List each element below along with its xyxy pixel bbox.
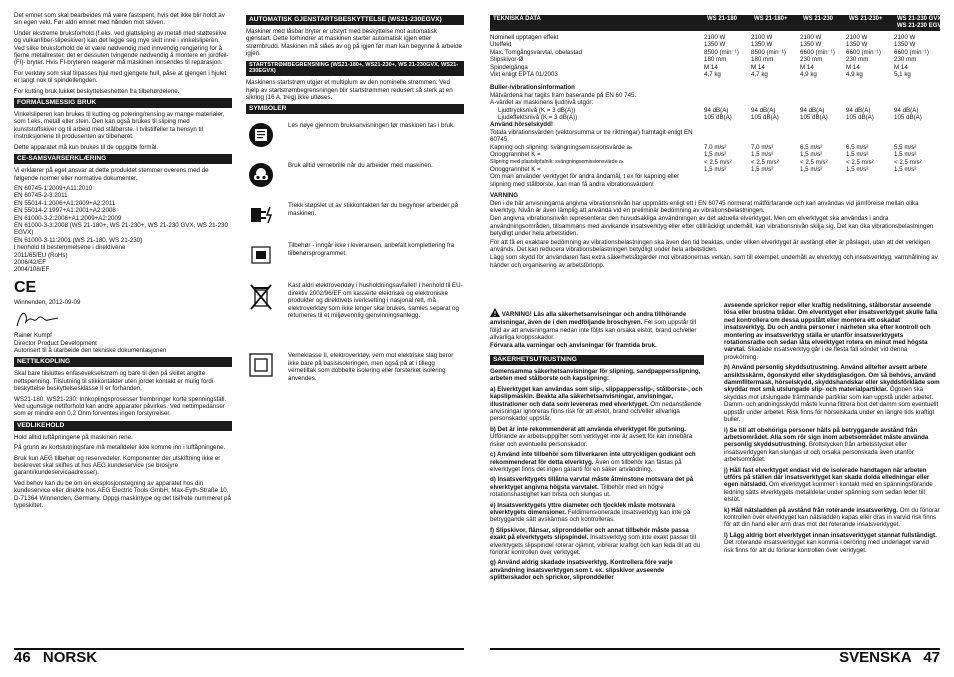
symbol-text: Bruk alltid vernebrille når du arbeider med maskinen. [288,162,433,170]
vibration-table [490,144,940,174]
cell: 1,5 m/s² [751,165,774,173]
ce-norm: 2006/42/EF [14,258,46,266]
vibration-intro: Totala vibrationsvärden (vektorsumma ur tre riktningar) framtagit enligt EN 60745. [490,128,693,144]
warning-heading: VARNING [490,192,519,200]
safety-item-bold: avseende sprickor repor eller kraftig nedslitning, stålborstar avseende lösa eller brustna trådar. Om elverktyget eller insatsverktyget skulle falla ned kontrollera om dessa uppstått eller montera ett oskadat insatsverktyg. Du och andra personer i närheten ska efter kontroll och montering av insatsverktyg ställa er utanför insatsverktygets rotationsradie och sedan låta elverktyget rotera en minut med högsta varvtal. [724,302,938,354]
table-row [490,159,940,166]
cell: 6600 (min⁻¹) [846,48,881,56]
cell: M 14 [846,63,860,71]
cell: < 2,5 m/s² [846,158,874,166]
table-row [490,144,940,151]
safety-item [724,302,940,361]
warning-box [490,302,704,349]
left-page-footer [14,648,464,666]
warning-box-keep: Förvara alla varningar och anvisningar för framtida bruk. [490,341,657,349]
safety-item-bold: f) Slipskivor, flänsar, slipronddeller och annat tillbehör måste passa exakt på elverktygets slipspindel. [490,526,689,542]
ce-norm: i henhold til bestemmelsene i direktivene [14,244,126,252]
cell: 2100 W [751,34,773,41]
model-header: WS 21-180 [707,16,738,22]
cell: M 14 [800,63,814,71]
cell: 1,5 m/s² [894,165,917,173]
symbol-text: Trekk støpslet ut av stikkontakten før du begynner arbeider på maskinen. [288,202,459,217]
safety-item-bold: c) Använd inte tillbehör som tillverkaren inte uttryckligen godkänt och rekommenderat för detta elverktyg. [490,451,696,466]
safety-item-bold: d) Insatsverktygets tillåtna varvtal måste åtminstone motsvara det på elverktyget angivna högsta varvtalet. [490,476,694,491]
cell: 4,7 kg [704,71,721,79]
cell: 6600 (min⁻¹) [894,48,929,56]
signer-title: Director Product Development [14,339,97,347]
safety-item-bold: Gemensamma säkerhetsanvisningar för slipning, sandpappersslipning, arbeten med stålborste och kapslipning: [490,368,701,383]
manual-icon [246,122,276,148]
cell: 1,5 m/s² [704,165,727,173]
footer-language: NORSK [42,649,98,666]
noise-table [490,107,940,122]
ce-norm-list [14,185,232,274]
cell: 94 dB(A) [846,106,871,114]
cell: 180 mm [751,56,774,64]
cell: 105 dB(A) [704,114,732,122]
net-para: Skal bare tilsluttes enfasevekselstrøm og bare til den på skiltet angitte nettspenning. Tilslutning til stikkontakter uten jordet kontakt er mulig fordi beskyttelse beskyttelsesklasse II er forhanden. [14,370,214,393]
table-row [490,56,940,63]
cell: 7,0 m/s² [751,143,774,151]
intro-para: For kutting bruk lukket beskyttelseshetten fra tilbehørdelene. [14,87,180,95]
safety-item-bold: j) Håll fast elverktyget endast vid de isolerade handtagen när arbeten utförs på ställen där insatsverktyget kan skada dolda elledningar eller egen nätsladd. [724,466,930,489]
row-label: Onoggrannhet K = [490,165,541,173]
model-header: WS 21-230+ [849,16,883,22]
model-header: WS 21-230 GVX WS 21-230 EGVX [897,16,946,29]
cell: 105 dB(A) [751,114,779,122]
cell: 230 mm [846,56,869,64]
table-row [490,41,940,48]
ce-norm: 2004/108/EF [14,266,50,274]
page-number: 47 [923,649,940,666]
warning-para: Den i de här anvisningarna angivna vibrationsnivån har uppmätts enligt ett i EN 60745 normerat mätförfarande och kan användas vid jämförelse mellan olika elverktyg. Nivån är även lämplig att använda vid en preliminär bedömning av vibrationsbelastningen. [490,199,919,214]
ce-norm: EN 61000-3-11:2001 (WS 21-180, WS 21-230) [14,236,143,244]
warning-para: Den angivna vibrationsnivån representerar den huvudsakliga användningen av det aktuella elverktyget. Men om elverktyget ska användas i andra användningsområden, tillsammans med avvikande insatsverktyg eller efter otillräckligt underhåll, kan vibrationsnivån skilja sig. Det kan öka vibrationsbelastningen betydligt under hela arbetstiden. [490,215,934,238]
table-row [490,107,940,114]
row-label: Slipning med plastslipfalnik: svängningsemissionsvärde aₕ [490,158,624,165]
section-heading-auto-restart: AUTOMATISK GJENSTARTSBESKYTTELSE (WS21-230EGVX) [246,15,464,25]
safety-item [724,467,940,504]
warning-triangle-icon [490,308,500,319]
footer-language: SVENSKA [839,649,912,666]
cell: 94 dB(A) [800,106,825,114]
left-column-1 [14,12,232,513]
accessory-icon [246,242,276,268]
ce-norm: EN 60745-1:2009+A11:2010 [14,184,93,192]
table-row [490,71,940,78]
safety-item-text: Det roterande insatsverktyget kan komma i beröring med underlaget varvid risk finns för att du förlorar kontrollen över verktyget. [724,539,929,554]
cell: 1,5 m/s² [846,151,869,159]
row-label: Slipskivor-Ø [490,56,524,64]
symbol-row [246,162,464,196]
safety-item [490,527,704,557]
net-para: WS21-180, WS21-230: Innkoplingsprosesser frembringer korte spenningsfall. Ved ugunstige nettforhold kan andre apparater påvirkes. Ved nettimpedanser som er mindre enn 0,2 Ohm forventes ingen forstyrrelser. [14,395,227,418]
cell: 1350 W [800,41,822,49]
cell: 6,5 m/s² [800,143,823,151]
cell: 7,0 m/s² [704,143,727,151]
symbol-text: Kast aldri elektroverktøy i husholdningsavfallet! I henhold til EU-direktiv 2002/96/EF om kasserte elektriske og elektroniske produkter og direktivets iverksetting i nasjonal rett, må elektroverktøy som ikke lenger skal brukes, samles separat og returneres til et miljøvennlig gjenvinningsanlegg. [288,282,463,320]
signature-image [14,308,74,330]
right-column-1 [490,302,704,585]
right-page-footer [490,648,940,666]
safety-item [724,507,940,529]
safety-item [724,427,940,464]
section-heading-symbols: SYMBOLER [246,104,464,114]
safety-item [490,559,704,581]
class-ii-icon [246,352,276,378]
section-heading-net: NETTILKOPLING [14,357,232,367]
safety-item [724,364,940,423]
safety-item-text: Om du förlorar kontrollen över elverktyget kan nätsladden kapas eller dras in varvid risk finns för att din hand eller arm dras mot det roterande insatsverktyget. [724,506,940,529]
maint-para: Hold alltid luftåpningene på maskinen rene. [14,433,133,441]
cell: M 14 [894,63,908,71]
unplug-icon [246,202,276,228]
cell: 1,5 m/s² [846,165,869,173]
cell: 4,7 kg [751,71,768,79]
table-row [490,49,940,56]
cell: M 14 [704,63,718,71]
cell: M 14 [751,63,765,71]
row-label: Onoggrannhet K = [490,151,541,159]
safety-item [490,451,704,473]
table-row [490,114,940,121]
cell: 4,9 kg [800,71,817,79]
safety-item-text: Utförande av arbetsuppgifter som verktyget inte är avsett för kan innebära risker och eventuella personskador. [490,433,693,448]
right-column-2 [724,302,940,557]
safety-item-bold: k) Håll nätsladden på avstånd från roterande insatsverktyg. [724,506,898,514]
cell: < 2,5 m/s² [800,158,828,166]
maint-para: På grunn av kortslutningsfare må metalldeler ikke komme inn i luftåpningene. [14,444,226,452]
maint-para: Bruk kun AEG tilbehør og reservedeler. Komponenter der utskiftning ikke er beskrevet skal skiftes ut hos AEG kundeservice (se brosjyre garanti/kundeservicaadresser). [14,454,221,477]
start-current-text: Maskinens startstrøm utgjør et multiplum av den nominelle strømmen. Ved hjelp av startstrømbegrensningen blir startstrømmen redusert så sterk at en sikring (16 A, treg) ikke utløses. [246,79,453,102]
warning-para: För att få en exaktare bedömning av vibrationsbelastningen ska även den tid beaktas, under vilken elverktyget är avstängt eller är påslaget, utan att det verkligen används. Det kan reducera vibrationsbelastningen betydligt under hela arbetstiden. [490,238,931,253]
cell: 2100 W [894,34,916,41]
safety-item-bold: a) Elverktyget kan användas som slip-, slippappersslip-, stålborste-, och kapslipmaskin. Beakta alla säkerhetsanvisningar, anvisningar, illustrationer och data som levereras med elverktyget. [490,385,703,408]
safety-item-bold: g) Använd aldrig skadade insatsverktyg. Kontrollera före varje användning insatsverktygen som t. ex. slipskivor avseende splitterskador och sprickor, slipronddeller [490,559,673,582]
cell: 8500 (min⁻¹) [704,48,739,56]
safety-item [490,368,704,383]
safety-item-bold: b) Det är inte rekommenderat att använda elverktyget för putsning. [490,425,686,433]
goggles-icon [246,162,276,188]
cell: 4,9 kg [846,71,863,79]
page-number: 46 [14,649,31,666]
symbol-text: Verneklasse II, elektroverktøy, vern mot elektriske slag beror ikke bare på basisisoleringen, men også på at i tillegg vernetiltak som dobbelte isolering eller forsterket isolering anvendes. [288,352,454,382]
noise-intro: Mätvärdena har tagits fram baserande på EN 60 745. A-värdet av maskinens ljudnivå utgör: [490,91,637,107]
section-heading-maintenance: VEDLIKEHOLD [14,421,232,431]
tech-data-title: TEKNISKA DATA [493,16,541,22]
intro-para: For verktøy som skal tilpasses hjul med gjengete hull, påse at gjengen i hjulet er langt nok til spindellengden. [14,69,227,85]
cell: 1,5 m/s² [800,151,823,159]
safety-item [490,386,704,423]
row-label: Ljudtrycksnivå (K = 3 dB(A)) [498,106,576,114]
formal-use-para: Dette apparatet må kun brukes til de oppgitte formål. [14,143,159,151]
safety-item-text: Om elverktyget kommer i kontakt med en spänningsförande ledning sätts elverktygets metalldelar under spänning som sedan leder till elstöt. [724,481,933,504]
row-label: Kapning och slipning: svängningsemissionsvärde aₕ [490,143,633,151]
ce-text: Vi erklærer på eget ansvar at dette produktet stemmer overens med de følgende normer eller normative dokumenter. [14,167,209,182]
maint-para: Ved behov kan du be om en eksplosjonstegning av apparatet hos din kundeservice eller direkte hos AEG Electric Tools GmbH, Max-Eyth-Straße 10, D-71364 Winnenden, Germany. Oppgi maskintype og det tisifrete nummeret på typeskiltet. [14,479,231,510]
safety-item-text: Om nedanstående anvisningar ignoreras finns risk för att elstöt, brand och/eller allvarliga personskador uppstår. [490,400,702,423]
cell: < 2,5 m/s² [704,158,732,166]
cell: 105 dB(A) [894,114,922,122]
symbol-row [246,202,464,236]
right-top [490,12,946,270]
cell: < 2,5 m/s² [894,158,922,166]
table-row [490,151,940,158]
cell: < 2,5 m/s² [751,158,779,166]
weee-bin-icon [246,282,276,312]
safety-item [724,532,940,554]
cell: 1,5 m/s² [800,165,823,173]
intro-para: Under ekstreme bruksforhold (f.eks. ved glattsliping av metall med støtteskive og vulkanfiber-slipeskiver) kan det legge seg mye skitt inne i vinkelsliperen. Ved slike bruksforhold de et være nødvendig med innvendig rengjøring for å fjerne metallrester, det er dessuten tvingende nødvendig å montere en jordfeil- (Fl)- bryter. Hvis FI-bryteren reagerer må maskinen innsendes til reparasjon. [14,29,229,67]
warning-box-title: VARNING! Läs alla säkerhetsanvisningar och andra tillhörande anvisningar, även de i den medföljande broschyren. [490,311,687,327]
intro-para: Det emnet som skal bearbeides må være fastspent, hvis det ikke blir holdt av sin egen vekt. Før aldri emnet med hånden mot skiven. [14,12,225,27]
row-label: Ljudeffektsnivå (K = 3 dB(A)) [498,114,578,122]
table-row [490,166,940,173]
left-column-2 [246,12,464,388]
section-heading-safety: SÄKERHETSUTRUSTNING [490,355,704,365]
cell: 230 mm [894,56,917,64]
cell: 94 dB(A) [704,106,729,114]
cell: 1350 W [894,41,916,49]
symbol-text: Les nøye gjennom bruksanvisningen før maskinen tas i bruk. [288,122,455,130]
signer-note: Autorisert til å utarbeide den tekniske dokumentasjonen [14,347,167,354]
safety-item [490,476,704,498]
safety-item-text: Tillbehör med en högre rotationshastighet kan brista och slungas ut. [490,483,664,499]
safety-item-text: Ögonen ska skyddas mot utslungade främmande partiklar som kan uppstå under arbetet. Damm- och andningsskydd måste kunna filtrera bort det damm som eventuellt uppstår under arbetet. Risk finns för hörselskada under en längre tids kraftigt buller. [724,386,939,424]
safety-item-bold: h) Använd personlig skyddsutrustning. Använd alltefter avsett arbete ansiktsskärm, ögonskydd eller skyddsglasögon. Om så behövs, använd dammfiltermask, hörselskydd, skyddshandskar eller skyddsförkläde som skyddar mot små utslungade slip- och materialpartiklar. [724,364,940,394]
cell: 2100 W [800,34,822,41]
symbol-row [246,242,464,276]
cell: 1350 W [704,41,726,49]
section-heading-start-current: STARTSTRØMBEGRENSNING (WS21-180+, WS21-230+, WS 21-230GVX, WS21-230EGVX) [246,61,464,77]
row-label: Vikt enligt EPTA 01/2003 [490,71,558,79]
cell: 1,5 m/s² [751,151,774,159]
tech-data-table [490,34,940,78]
section-heading-ce: CE-SAMSVARSERKLÆRING [14,154,232,164]
noise-heading: Buller-/vibrationsinformation [490,84,575,92]
ce-norm: EN 55014-2:1997+A1:2001+A2:2008 [14,207,116,215]
cell: 94 dB(A) [751,106,776,114]
row-label: Max. Tomgångsvarvtal, obelastad [490,48,583,56]
ce-mark: CE [14,278,37,296]
safety-item-text: Insatsverktyg som inte exakt passar till elverktygets slipspindel roterar ojämnt, vibrerar kraftigt och kan leda till att du förlorar kontrollen över verktyget. [490,534,701,556]
safety-item-text: Brottstycken från arbetsstycket eller insatsverktygen kan slungas ut och orsaka personskada även utanför arbetsområdet. [724,441,914,464]
cell: 5,1 kg [894,71,911,79]
cell: 5,5 m/s² [894,143,917,151]
safety-item [490,426,704,448]
ce-norm: EN 61000-3-3:2008 (WS 21-180+, WS 21-230+, WS 21-230 GVX, WS 21-230 EGVX) [14,221,228,237]
safety-item-text: Skadade insatsverktyg går i de flesta fall sönder vid denna provkörning. [724,346,908,361]
cell: 8500 (min⁻¹) [751,48,786,56]
cell: 180 mm [704,56,727,64]
cell: 2100 W [846,34,868,41]
cell: 6600 (min⁻¹) [800,48,835,56]
cell: 2100 W [704,34,726,41]
ce-norm: EN 55014-1:2006+A1:2009+A2:2011 [14,199,116,207]
ce-norm: EN 60745-2-3:2011 [14,192,68,200]
safety-item [490,502,704,524]
symbol-text: Tilbehør - inngår ikke i leveransen, anbefalt komplettering fra tilbehørsprogrammet. [288,242,455,257]
table-row [490,64,940,71]
safety-item-bold: e) Insatsverktygets yttre diameter och tjocklek måste motsvara elverktygets dimensioner. [490,501,676,516]
safety-item-text: Även om tillbehör kan fästas på elverktyget finns det ingen garanti för en säker användning. [490,458,682,473]
ce-norm: EN 61000-3-2:2006+A1:2009+A2:2009 [14,214,122,222]
ce-norm: 2011/65/EU (RoHs) [14,251,68,259]
place-date: Winnenden, 2012-09-09 [14,298,81,306]
cell: 1,5 m/s² [894,151,917,159]
cell: 6,5 m/s² [846,143,869,151]
safety-item-bold: i) Se till att obehöriga personer hålls på betryggande avstånd från arbetsområdet. Alla som rör sign inom arbetsområdet måste använda personlig skyddsutrustning. [724,426,929,449]
row-label: Uteffekt [490,41,512,49]
cell: 105 dB(A) [800,114,828,122]
symbol-row [246,352,464,382]
safety-item-bold: l) Lägg aldrig bort elverktyget innan insatsverktyget stannat fullständigt. [724,531,937,539]
row-label: Nominell upptagen effekt [490,34,559,41]
cell: 94 dB(A) [894,106,919,114]
vibration-other-use: Om man använder verktyget för andra ändamål, t ex för kapning eller slipning med stålborste, kan man få andra vibrationsvärden! [490,173,680,188]
cell: 1350 W [846,41,868,49]
cell: 1350 W [751,41,773,49]
safety-item-text: Feldimensionerade insatsverktyg kan inte på betryggande sätt avskärmas och kontrolleras. [490,508,691,524]
ear-protection-note: Använd hörselskydd! [490,121,553,129]
row-label: Spindelgänga [490,63,528,71]
warning-para: Lägg som skydd för användaren fast extra säkerhetsåtgärder mot vibrationernas verkan, som till exempel: underhåll av elverktyg och insatsverktyg, varmhållning av händer och organisering av arbetsförlopp. [490,254,938,269]
formal-use-para: Vinkelsliperen kan brukes til kutting og polering/rensing av mange materialer, som f.eks. metall eller stein. Den kan også brukes til sliping med kunststoffskiver og til arbeid med stålbørste. I tvilstilfeller ta hensyn til instruksjonene til produsenten av tilbehøret. [14,111,225,141]
section-heading-tech-data [490,15,946,31]
auto-restart-text: Maskiner med låsbar bryter er utstyrt med beskyttelse mot automatisk gjenstart. Dette forhindrer at maskinen starter automatisk igjen etter strømbrudd. Maskinen må slåes av og på igjen før man kan begynne å arbeide igjen. [246,28,462,58]
symbol-row [246,122,464,156]
cell: 230 mm [800,56,823,64]
model-header: WS 21-230 [803,16,834,22]
model-header: WS 21-180+ [754,16,788,22]
section-heading-formal-use: FORMÅLSMESSIG BRUK [14,98,232,108]
signer-name: Rainer Kumpf [14,332,52,340]
cell: 1,5 m/s² [704,151,727,159]
warning-box-text: Fel som uppstår till följd av att anvisningarna nedan inte följts kan orsaka elstöt, brand och/eller allvarliga kroppsskador. [490,319,697,342]
table-row [490,34,940,41]
cell: 105 dB(A) [846,114,874,122]
symbol-row [246,282,464,346]
